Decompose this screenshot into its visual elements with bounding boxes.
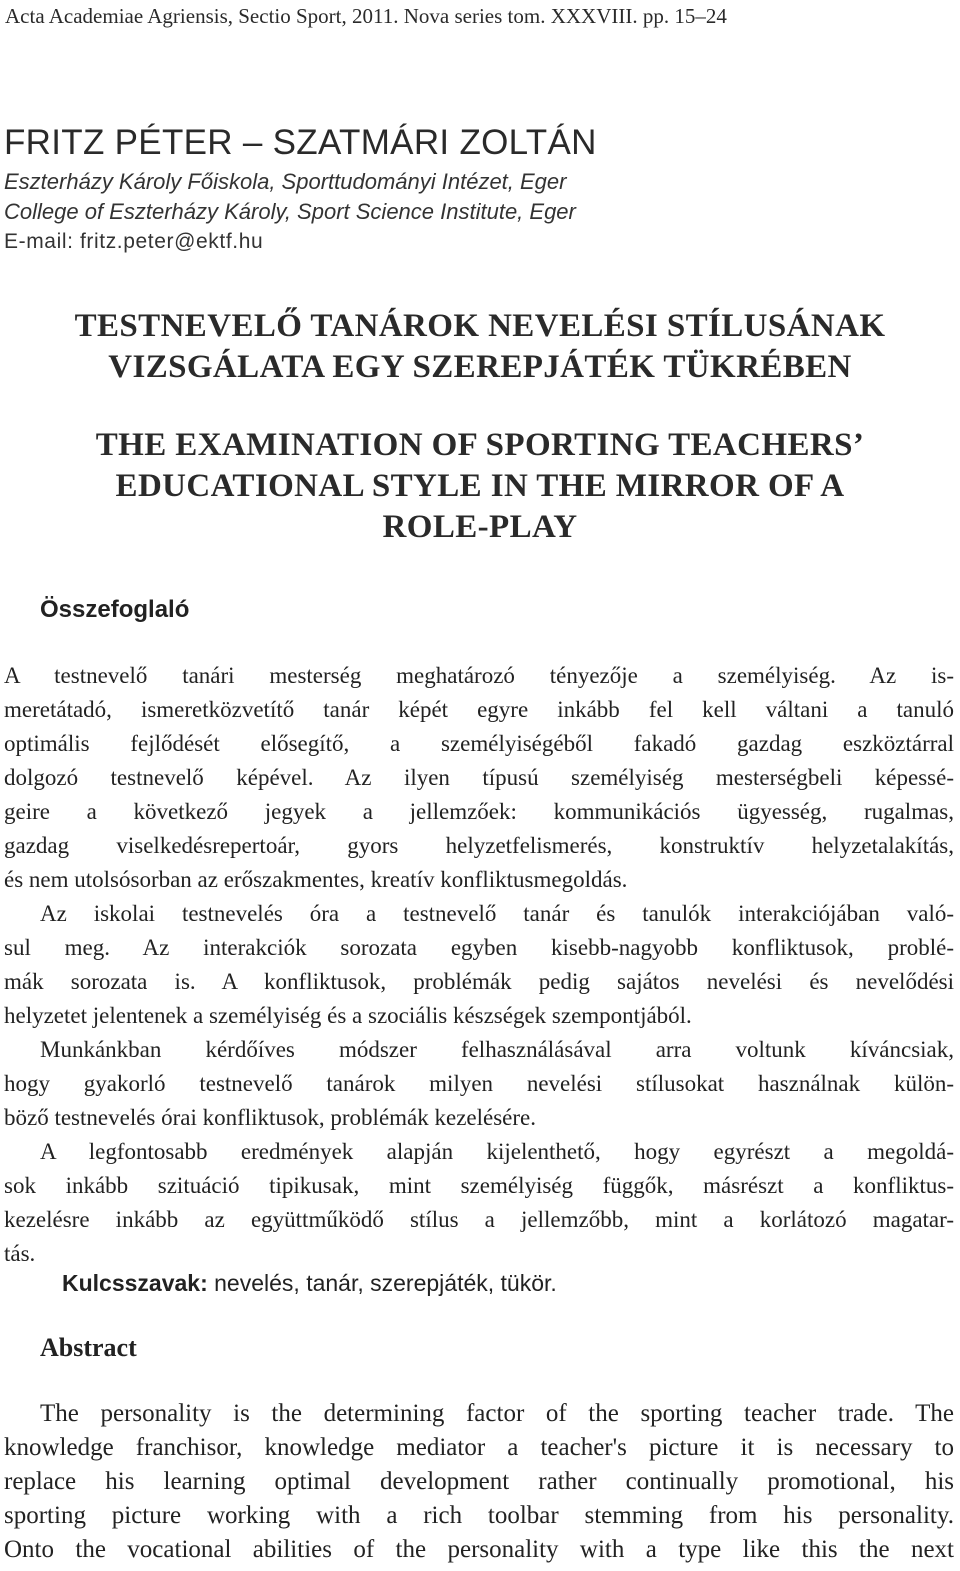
author-email: E-mail: fritz.peter@ektf.hu <box>4 230 264 253</box>
abstract-line: The personality is the determining factor of the sporting teacher trade. The <box>40 1400 954 1427</box>
title-english-line: THE EXAMINATION OF SPORTING TEACHERS’ <box>95 427 865 463</box>
abstract-line: sporting picture working with a rich toolbar stemming from his personality. <box>4 1502 954 1529</box>
title-hungarian-line: TESTNEVELŐ TANÁROK NEVELÉSI STÍLUSÁNAK <box>74 308 886 344</box>
summary-line: böző testnevelés órai konfliktusok, problémák kezelésére. <box>4 1105 537 1130</box>
summary-line: optimális fejlődését elősegítő, a személyiségéből fakadó gazdag eszköztárral <box>4 731 954 756</box>
keywords-label: Kulcsszavak: <box>62 1270 208 1296</box>
summary-line: sul meg. Az interakciók sorozata egyben kisebb-nagyobb konfliktusok, problé- <box>4 935 954 960</box>
title-english <box>0 425 960 548</box>
affiliation-hungarian: Eszterházy Károly Főiskola, Sporttudományi Intézet, Eger <box>4 169 567 194</box>
abstract-heading: Abstract <box>40 1333 137 1362</box>
summary-line: gazdag viselkedésrepertoár, gyors helyzetfelismerés, konstruktív helyzetalakítás, <box>4 833 954 858</box>
keywords-text: nevelés, tanár, szerepjáték, tükör. <box>207 1270 557 1296</box>
abstract-line: Onto the vocational abilities of the personality with a type like this the next <box>4 1536 954 1563</box>
summary-line: geire a következő jegyek a jellemzőek: kommunikációs ügyesség, rugalmas, <box>4 799 954 824</box>
summary-line: A legfontosabb eredmények alapján kijelenthető, hogy egyrészt a megoldá- <box>40 1139 954 1164</box>
summary-line: dolgozó testnevelő képével. Az ilyen típusú személyiség mesterségbeli képessé- <box>4 765 954 790</box>
summary-line: mák sorozata is. A konfliktusok, problémák pedig sajátos nevelési és nevelődési <box>4 969 954 994</box>
summary-heading: Összefoglaló <box>40 596 190 623</box>
title-hungarian <box>0 306 960 388</box>
summary-line: A testnevelő tanári mesterség meghatározó tényezője a személyiség. Az is- <box>4 663 954 688</box>
abstract-line: knowledge franchisor, knowledge mediator a teacher's picture it is necessary to <box>4 1434 954 1461</box>
summary-line: meretátadó, ismeretközvetítő tanár képét egyre inkább fel kell váltani a tanuló <box>4 697 954 722</box>
title-english-line: ROLE-PLAY <box>382 509 578 545</box>
title-english-line: EDUCATIONAL STYLE IN THE MIRROR OF A <box>115 468 845 504</box>
journal-citation-header: Acta Academiae Agriensis, Sectio Sport, 2011. Nova series tom. XXXVIII. pp. 15–24 <box>5 4 727 28</box>
keywords <box>62 1266 557 1300</box>
summary-line: és nem utolsósorban az erőszakmentes, kreatív konfliktusmegoldás. <box>4 867 628 892</box>
affiliation-english: College of Eszterházy Károly, Sport Science Institute, Eger <box>4 199 576 224</box>
abstract-line: replace his learning optimal development rather continually promotional, his <box>4 1468 954 1495</box>
author-names: FRITZ PÉTER – SZATMÁRI ZOLTÁN <box>4 123 597 162</box>
summary-line: hogy gyakorló testnevelő tanárok milyen nevelési stílusokat használnak külön- <box>4 1071 954 1096</box>
summary-line: sok inkább szituáció tipikusak, mint személyiség függők, másrészt a konfliktus- <box>4 1173 954 1198</box>
title-hungarian-line: VIZSGÁLATA EGY SZEREPJÁTÉK TÜKRÉBEN <box>108 349 852 385</box>
summary-line: helyzetet jelentenek a személyiség és a szociális készségek szempontjából. <box>4 1003 692 1028</box>
summary-line: Munkánkban kérdőíves módszer felhasználásával arra voltunk kíváncsiak, <box>40 1037 954 1062</box>
summary-line: tás. <box>4 1241 36 1266</box>
summary-line: Az iskolai testnevelés óra a testnevelő tanár és tanulók interakciójában való- <box>40 901 954 926</box>
summary-line: kezelésre inkább az együttműködő stílus a jellemzőbb, mint a korlátozó magatar- <box>4 1207 954 1232</box>
